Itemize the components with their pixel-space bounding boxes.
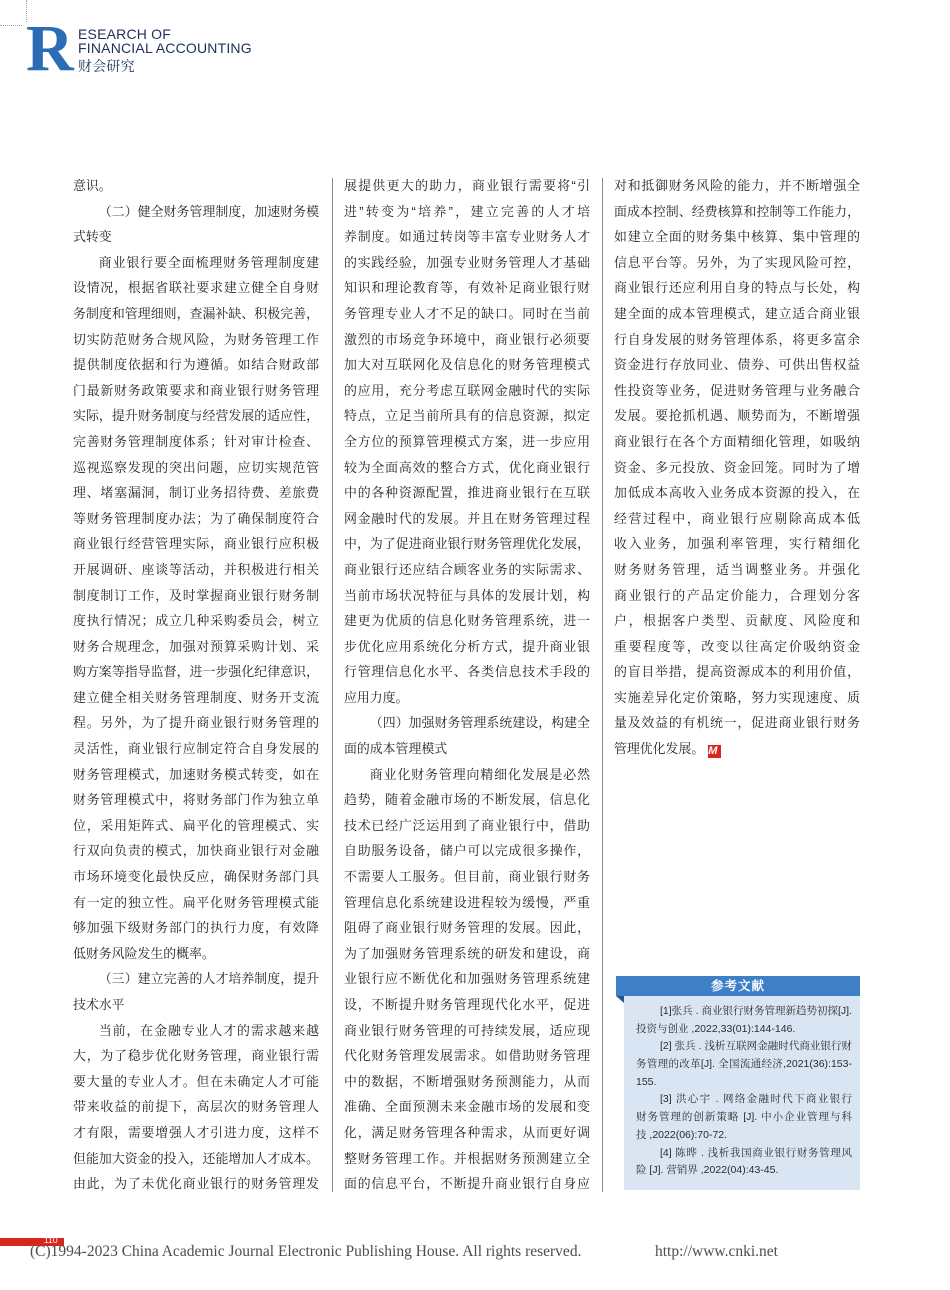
journal-logo-line-1: ESEARCH OF [78,26,172,42]
section-heading-line: （二）健全财务管理制度，加速财务模 [98,203,319,219]
text-line: 代化财务管理发展需求。如借助财务管理 [344,1048,590,1064]
text-line: 知识和理论教育等，有效补足商业银行财 [344,280,590,296]
text-line: 低财务风险发生的概率。 [73,945,215,961]
section-heading-line: 技术水平 [73,997,125,1012]
references-title-fold [616,996,624,1003]
journal-logo-line-3: 财会研究 [78,58,135,74]
column-divider [602,178,603,1192]
text-line: 养制度。如通过转岗等丰富专业财务人才 [344,229,590,245]
article-end-mark-icon: M [708,745,721,758]
text-line: 的盲目举措，提高资源成本的利用价值， [614,664,860,680]
reference-line: 险 [J]. 营销界 ,2022(04):43-45. [636,1164,779,1177]
text-line: 自助服务设备，储户可以完成很多操作， [344,843,590,859]
text-line: 行双向负责的模式，加快商业银行对金融 [73,843,319,859]
text-line: 财务财务管理，适当调整业务。并强化 [614,561,860,577]
references-list [636,1003,852,1180]
text-line: 但能加大资金的投入，还能增加人才成本。 [73,1150,319,1166]
journal-logo-letter: R [26,12,74,85]
text-line: 提供制度依据和行为遵循。如结合财政部 [73,357,319,373]
text-line: 阻碍了商业银行财务管理的发展。因此， [344,920,590,936]
text-line: 商业银行财务管理的可持续发展，适应现 [344,1022,590,1038]
text-line: 的实践经验，加强专业财务管理人才基础 [344,254,590,270]
text-line: 网金融时代的发展。并且在财务管理过程 [344,510,590,526]
reference-line: [3] 洪心宇 . 网络金融时代下商业银行 [660,1093,852,1106]
text-line: 不需要人工服务。但目前，商业银行财务 [344,869,590,885]
text-line: 由此，为了未优化商业银行的财务管理发 [73,1176,319,1192]
text-line: 的应用，充分考虑互联网金融时代的实际 [344,382,590,398]
section-heading-line: （三）建立完善的人才培养制度，提升 [98,971,319,987]
text-line: 面成本控制、经费核算和控制等工作能力， [614,203,860,219]
text-line: 务制度和管理细则，查漏补缺、积极完善， [73,305,319,321]
reference-line: 技 ,2022(06):70-72. [636,1128,728,1141]
text-line: 化，满足财务管理各种需求，从而更好调 [344,1124,590,1140]
reference-line: [4] 陈晔 . 浅析我国商业银行财务管理风 [660,1146,852,1159]
text-line: 行管理信息化水平、各类信息技术手段的 [344,664,590,680]
section-heading-line: 面的成本管理模式 [344,741,448,757]
text-line: 量及效益的有机统一，促进商业银行财务 [614,715,860,731]
text-line: 才有限，需要增强人才引进力度，这样不 [73,1124,319,1140]
text-line: 中的数据，不断增强财务预测能力，从而 [344,1073,590,1089]
text-line: 建立健全相关财务管理制度、财务开支流 [73,689,319,705]
text-line: 购方案等指导监督，进一步强化纪律意识， [73,664,319,680]
text-line: 财务管理模式，加速财务模式转变，如在 [73,766,319,782]
column-divider [332,178,333,1192]
text-line: 管理信息化系统建设进程较为缓慢，严重 [344,894,590,910]
text-line: 收入业务，加强利率管理，实行精细化 [614,536,860,552]
text-line: 信息平台等。另外，为了实现风险可控， [614,254,860,270]
text-line: 准确、全面预测未来金融市场的发展和变 [344,1099,590,1115]
text-line: 灵活性，商业银行应制定符合自身发展的 [73,741,319,757]
text-line: 经营过程中，商业银行应剔除高成本低 [614,510,860,526]
text-line: 如建立全面的财务集中核算、集中管理的 [614,229,860,245]
text-line: 资金进行存放同业、债券、可供出售权益 [614,357,860,373]
text-column-2 [344,173,590,1197]
reference-line: 财务管理的创新策略 [J]. 中小企业管理与科 [636,1111,852,1124]
text-line: 商业银行经营管理实际，商业银行应积极 [73,536,319,552]
text-line: 意识。 [73,178,112,193]
references-title: 参考文献 [616,976,860,996]
text-line: 管理优化发展。 [614,741,705,757]
text-line: 展提供更大的助力，商业银行需要将“引 [344,178,590,193]
text-line: 步优化应用系统化分析方式，提升商业银 [344,638,590,654]
text-line: 等财务管理制度办法；为了确保制度符合 [73,510,319,526]
reference-line: [2] 张兵 . 浅析互联网金融时代商业银行财 [660,1040,852,1053]
text-line: 要大量的专业人才。但在未确定人才可能 [73,1073,319,1089]
text-line: 实施差异化定价策略，努力实现速度、质 [614,689,860,705]
text-line: 中，为了促进商业银行财务管理优化发展， [344,536,590,552]
text-line: 当前市场状况特征与具体的发展计划，构 [344,587,590,603]
text-line: 发展。要抢抓机遇、顺势而为，不断增强 [614,408,860,424]
text-line: 程。另外，为了提升商业银行财务管理的 [73,715,319,731]
text-line: 中的各种资源配置，推进商业银行在互联 [344,485,590,501]
text-line: 性投资等业务，促进财务管理与业务融合 [614,382,860,398]
text-line: 进”转变为“培养”，建立完善的人才培 [344,203,590,219]
text-line: 商业银行还应利用自身的特点与长处，构 [614,280,860,296]
text-line: 加低成本高收入业务成本资源的投入，在 [614,485,860,501]
text-line: 趋势，随着金融市场的不断发展，信息化 [344,792,590,808]
text-line: 务管理专业人才不足的缺口。同时在当前 [344,305,590,321]
text-column-1 [73,173,319,1197]
paragraph-first-line: 商业化财务管理向精细化发展是必然 [369,766,590,782]
paragraph-first-line: 商业银行要全面梳理财务管理制度建 [98,254,319,270]
text-line: 建全面的成本管理模式，建立适合商业银 [614,305,860,321]
page-number: 110 [44,1235,58,1245]
text-line: 设情况，根据省联社要求建立健全自身财 [73,280,319,296]
copyright-notice: (C)1994-2023 China Academic Journal Electronic Publishing House. All rights reserved. [30,1243,582,1260]
paragraph-first-line: 当前，在金融专业人才的需求越来越 [98,1022,319,1038]
text-line: 加大对互联网化及信息化的财务管理模式 [344,357,590,373]
text-line: 实际，提升财务制度与经营发展的适应性， [73,408,319,424]
text-line: 户，根据客户类型、贡献度、风险度和 [614,613,860,629]
text-line: 资金、多元投放、资金回笼。同时为了增 [614,459,860,475]
text-line: 有一定的独立性。扁平化财务管理模式能 [73,894,319,910]
text-line: 切实防范财务合规风险，为财务管理工作 [73,331,319,347]
text-line: 开展调研、座谈等活动，并积极进行相关 [73,561,319,577]
text-line: 设，不断提升财务管理现代化水平，促进 [344,997,590,1012]
text-line: 整财务管理工作。并根据财务预测建立全 [344,1150,590,1166]
section-heading-line: 式转变 [73,229,112,245]
text-line: 全方位的预算管理模式方案，进一步应用 [344,433,590,449]
text-line: 财务合规理念，加强对预算采购计划、采 [73,638,319,654]
text-column-3 [614,173,860,762]
text-line: 位，采用矩阵式、扁平化的管理模式、实 [73,817,319,833]
text-line: 重要程度等，改变以往高定价吸纳资金 [614,638,860,654]
text-line: 激烈的市场竞争环境中，商业银行必须要 [344,331,590,347]
text-line: 财务管理模式中，将财务部门作为独立单 [73,792,319,808]
text-line: 商业银行在各个方面精细化管理，如吸纳 [614,433,860,449]
text-line: 度执行情况；成立几种采购委员会，树立 [73,613,319,629]
text-line: 较为全面高效的整合方式，优化商业银行 [344,459,590,475]
text-line: 商业银行还应结合顾客业务的实际需求、 [344,561,590,577]
text-line: 市场环境变化最快反应，确保财务部门具 [73,869,319,885]
text-line: 大，为了稳步优化财务管理，商业银行需 [73,1048,319,1064]
reference-line: 务管理的改革[J]. 全国流通经济,2021(36):153- [636,1058,852,1071]
text-line-final [614,736,860,762]
text-line: 带来收益的前提下，高层次的财务管理人 [73,1099,319,1115]
text-line: 技术已经广泛运用到了商业银行中，借助 [344,817,590,833]
reference-line: [1]张兵 . 商业银行财务管理新趋势初探[J]. [660,1005,852,1017]
reference-line: 155. [636,1075,657,1088]
text-line: 理、堵塞漏洞，制订业务招待费、差旅费 [73,485,319,501]
crop-mark-horizontal [0,25,22,26]
text-line: 应用力度。 [344,689,409,705]
text-line: 够加强下级财务部门的执行力度，有效降 [73,920,319,936]
reference-line: 投资与创业 ,2022,33(01):144-146. [636,1022,796,1035]
text-line: 行自身发展的财务管理体系，将更多富余 [614,331,860,347]
text-line: 门最新财务政策要求和商业银行财务管理 [73,382,319,398]
text-line: 为了加强财务管理系统的研发和建设，商 [344,945,590,961]
text-line: 建更为优质的信息化财务管理系统，进一 [344,613,590,629]
text-line: 制度制订工作，及时掌握商业银行财务制 [73,587,319,603]
text-line: 完善财务管理制度体系；针对审计检查、 [73,433,319,449]
text-line: 对和抵御财务风险的能力，并不断增强全 [614,178,860,193]
journal-logo-line-2: FINANCIAL ACCOUNTING [78,40,252,56]
text-line: 业银行应不断优化和加强财务管理系统建 [344,971,590,987]
text-line: 特点，立足当前所具有的信息资源，拟定 [344,408,590,424]
text-line: 巡视巡察发现的突出问题，应切实规范管 [73,459,319,475]
section-heading-line: （四）加强财务管理系统建设，构建全 [369,715,590,731]
text-line: 面的信息平台，不断提升商业银行自身应 [344,1176,590,1192]
text-line: 商业银行的产品定价能力，合理划分客 [614,587,860,603]
publisher-url: http://www.cnki.net [655,1243,778,1260]
